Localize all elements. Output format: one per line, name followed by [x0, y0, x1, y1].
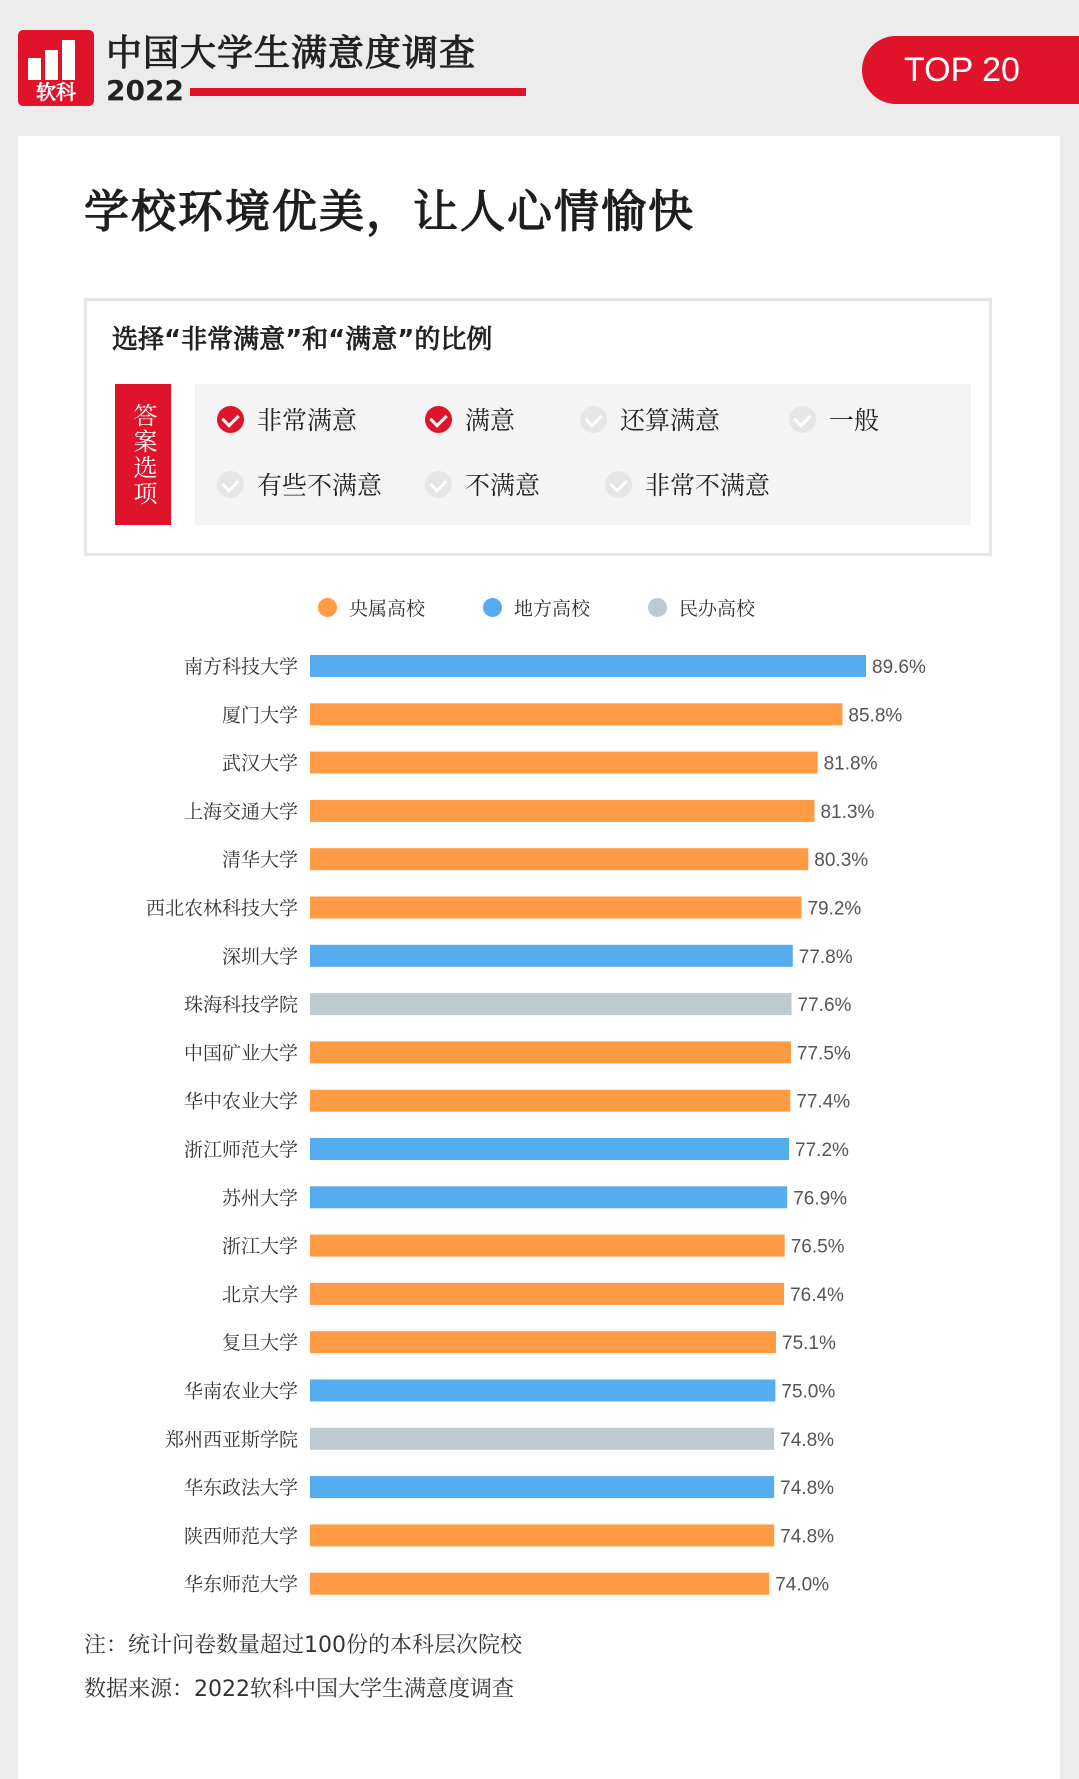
option-dissatisfied: [425, 464, 540, 504]
value-label: 89.6%: [872, 657, 926, 678]
option-fairly-satisfied: [580, 399, 720, 439]
value-label: 80.3%: [814, 850, 869, 872]
bar: [310, 1428, 774, 1450]
bar: [310, 1573, 769, 1595]
value-label: 77.2%: [795, 1140, 849, 1161]
category-label: 浙江师范大学: [183, 1139, 298, 1161]
category-label: 复旦大学: [221, 1332, 298, 1355]
top-badge: [862, 36, 1079, 104]
category-label: 北京大学: [221, 1283, 298, 1306]
value-label: 74.8%: [780, 1429, 835, 1451]
value-label: 75.1%: [782, 1333, 836, 1355]
survey-year: 2022: [106, 74, 184, 107]
bar: [310, 1524, 774, 1546]
category-label: 华东师范大学: [183, 1573, 298, 1596]
value-label: 77.5%: [796, 1043, 851, 1065]
bar: [310, 655, 866, 677]
legend-central: [318, 592, 425, 622]
bar: [310, 1380, 775, 1402]
value-label: 77.6%: [797, 995, 852, 1017]
category-label: 西北农林科技大学: [145, 897, 298, 920]
category-label: 中国矿业大学: [183, 1042, 298, 1065]
title-underline: [190, 88, 526, 96]
legend-label: 民办高校: [679, 597, 756, 620]
option-very-dissatisfied: [605, 464, 770, 504]
data-source: 数据来源：2022软科中国大学生满意度调查: [84, 1677, 514, 1702]
category-label: 珠海科技学院: [183, 994, 298, 1017]
answer-panel-title: 选择“非常满意”和“满意”的比例: [112, 325, 493, 355]
check-icon: [217, 471, 244, 498]
bar: [310, 1235, 785, 1257]
value-label: 74.0%: [775, 1574, 830, 1596]
option-label: 不满意: [465, 471, 541, 500]
bar: [310, 703, 842, 725]
bar: [310, 1186, 787, 1208]
value-label: 85.8%: [848, 705, 903, 727]
legend-local: [483, 592, 590, 622]
option-neutral: [789, 399, 879, 439]
legend-dot-central: [318, 598, 337, 617]
legend-dot-local: [483, 598, 502, 617]
check-icon: [789, 406, 816, 433]
category-label: 上海交通大学: [183, 800, 298, 823]
option-label: 满意: [465, 406, 516, 435]
category-label: 浙江大学: [221, 1235, 298, 1258]
option-label: 非常不满意: [645, 471, 771, 500]
value-label: 76.9%: [793, 1188, 848, 1210]
bar: [310, 1283, 784, 1305]
check-icon: [425, 406, 452, 433]
value-label: 77.4%: [796, 1091, 851, 1113]
question-heading: 学校环境优美，让人心情愉快: [84, 185, 696, 238]
bar: [310, 1331, 776, 1353]
category-label: 厦门大学: [221, 704, 298, 727]
option-very-satisfied: [217, 399, 357, 439]
value-label: 79.2%: [807, 898, 862, 920]
survey-title: 中国大学生满意度调查: [106, 33, 477, 74]
top-badge-label: TOP 20: [904, 51, 1020, 89]
content-card: [18, 136, 1060, 1779]
logo-text: 软科: [36, 80, 76, 104]
option-label: 一般: [829, 406, 880, 435]
answer-options-tag-label: 答案选项: [129, 402, 157, 507]
category-label: 陕西师范大学: [183, 1525, 298, 1548]
category-label: 武汉大学: [221, 752, 298, 775]
value-label: 76.5%: [790, 1236, 845, 1258]
option-label: 有些不满意: [257, 471, 383, 500]
bar: [310, 848, 808, 870]
option-somewhat-dissatisfied: [217, 464, 382, 504]
value-label: 74.8%: [780, 1478, 835, 1500]
check-icon: [425, 471, 452, 498]
footnote: 注：统计问卷数量超过100份的本科层次院校: [84, 1633, 522, 1658]
check-icon: [217, 406, 244, 433]
bar: [310, 752, 818, 774]
check-icon: [580, 406, 607, 433]
category-label: 苏州大学: [221, 1187, 298, 1210]
category-label: 清华大学: [221, 849, 298, 872]
value-label: 81.8%: [823, 753, 878, 775]
header: [0, 0, 1079, 130]
bar: [310, 993, 792, 1015]
option-label: 非常满意: [257, 406, 358, 435]
check-icon: [605, 471, 632, 498]
bar: [310, 1041, 791, 1063]
category-label: 深圳大学: [221, 945, 298, 968]
bar: [310, 1090, 790, 1112]
option-label: 还算满意: [620, 406, 721, 435]
bar: [310, 945, 793, 967]
legend-label: 地方高校: [514, 597, 591, 620]
options-list: [195, 384, 971, 525]
legend-dot-private: [648, 598, 667, 617]
category-label: 郑州西亚斯学院: [164, 1428, 298, 1451]
category-label: 华中农业大学: [183, 1090, 298, 1113]
bar-chart: [18, 636, 1060, 1756]
value-label: 76.4%: [790, 1284, 844, 1306]
answer-options-tag: [115, 384, 171, 525]
category-label: 华南农业大学: [183, 1380, 298, 1403]
category-label: 南方科技大学: [183, 656, 298, 678]
option-satisfied: [425, 399, 515, 439]
ranking-logo-icon: [18, 30, 94, 106]
value-label: 74.8%: [780, 1526, 835, 1548]
bar: [310, 800, 814, 822]
answer-options-panel: [84, 298, 992, 556]
bar: [310, 1476, 774, 1498]
category-label: 华东政法大学: [183, 1477, 298, 1500]
value-label: 75.0%: [781, 1381, 836, 1403]
bar: [310, 1138, 789, 1160]
legend-private: [648, 592, 755, 622]
value-label: 81.3%: [820, 801, 875, 823]
bar: [310, 897, 801, 919]
value-label: 77.8%: [798, 946, 853, 968]
legend-label: 央属高校: [349, 597, 426, 620]
